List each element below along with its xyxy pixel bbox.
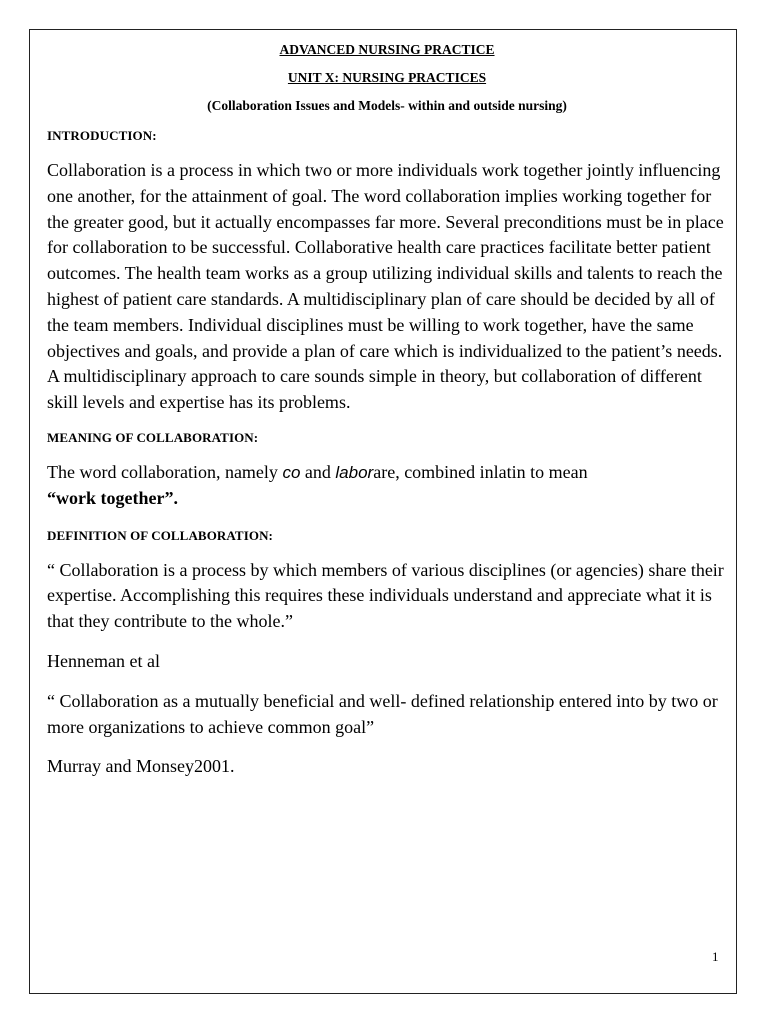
definition-quote-1: “ Collaboration is a process by which members of various disciplines (or agencies) share their expertise. Accomplishing this requires these individuals understand and appreciate what it is that they contribute to the whole.” xyxy=(47,559,724,632)
meaning-word-co: co xyxy=(282,462,301,482)
definition-quote-2: “ Collaboration as a mutually beneficial and well- defined relationship entered into by two or more organizations to achieve common goal” xyxy=(47,690,718,737)
unit-subtitle: (Collaboration Issues and Models- within and outside nursing) xyxy=(207,98,567,113)
definition-author-2: Murray and Monsey2001. xyxy=(47,756,235,777)
meaning-text-1: The word collaboration, namely xyxy=(47,461,283,482)
unit-title: UNIT X: NURSING PRACTICES xyxy=(287,70,487,85)
meaning-bold-phrase: “work together”. xyxy=(47,487,178,508)
introduction-heading: INTRODUCTION: xyxy=(47,128,157,143)
document-title: ADVANCED NURSING PRACTICE xyxy=(279,42,495,57)
introduction-paragraph: Collaboration is a process in which two or more individuals work together jointly influencing one another, for the attainment of goal. The word collaboration implies working together for the greater good, but it actually encompasses far more. Several preconditions must be in place for collaboration to be successful. Collaborative health care practices facilitate better patient outcomes. The health team works as a group utilizing individual skills and talents to reach the highest of patient care standards. A multidisciplinary plan of care should be decided by all of the team members. Individual disciplines must be willing to work together, have the same objectives and goals, and provide a plan of care which is individualized to the patient’s needs. A multidisciplinary approach to care sounds simple in theory, but collaboration of different skill levels and expertise has its problems. xyxy=(47,160,724,413)
meaning-paragraph xyxy=(47,460,727,512)
document-body xyxy=(47,42,727,794)
meaning-text-and: and xyxy=(300,461,336,482)
definition-author-1: Henneman et al xyxy=(47,650,160,671)
meaning-text-2: are, combined inlatin to mean xyxy=(373,461,588,482)
meaning-heading: MEANING OF COLLABORATION: xyxy=(47,429,259,445)
page-number: 1 xyxy=(712,949,719,964)
definition-heading: DEFINITION OF COLLABORATION: xyxy=(47,527,273,543)
meaning-word-labor: labor xyxy=(335,462,374,482)
